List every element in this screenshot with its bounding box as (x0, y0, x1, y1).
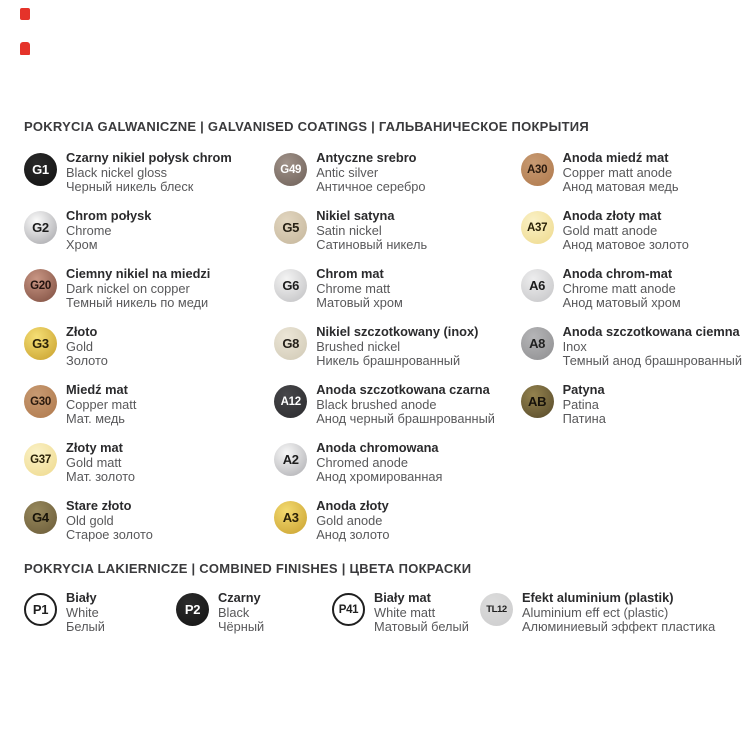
finish-name-en: Patina (562, 396, 599, 412)
finish-name-en: Gold matt anode (562, 222, 658, 238)
finish-names (563, 267, 681, 325)
finish-name-ru: Мат. медь (66, 411, 125, 427)
finish-name-en: Chromed anode (316, 454, 408, 470)
finish-name-ru: Сатиновый никель (316, 237, 428, 253)
finish-names (563, 151, 679, 209)
finish-column (24, 591, 176, 635)
finish-name-ru: Матовый белый (374, 619, 469, 635)
finish-name-en: Gold (66, 338, 94, 354)
finish-swatch: G3 (24, 327, 57, 360)
finish-name-ru: Старое золото (66, 527, 153, 543)
finish-name-pl: Złoty mat (66, 440, 123, 455)
finish-name-pl: Miedź mat (66, 382, 128, 397)
finish-name-en: Old gold (66, 512, 114, 528)
finish-name-ru: Анод матовое золото (562, 237, 689, 253)
finish-name-pl: Biały (66, 590, 97, 605)
finish-name-en: Aluminium eff ect (plastic) (522, 604, 669, 620)
finish-name-ru: Мат. золото (66, 469, 136, 485)
finish-name-ru: Анод матовая медь (562, 179, 679, 195)
finish-swatch: A6 (521, 269, 554, 302)
finish-name-pl: Złoto (66, 324, 98, 339)
finish-name-en: Satin nickel (316, 222, 382, 238)
finish-swatch: A3 (274, 501, 307, 534)
finish-names (66, 383, 136, 441)
finish-name-ru: Матовый хром (316, 295, 403, 311)
finish-name-pl: Anoda chromowana (316, 440, 439, 455)
finish-names (374, 591, 469, 635)
finish-name-ru: Темный никель по меди (66, 295, 209, 311)
finish-item (521, 209, 742, 267)
finish-item (480, 591, 742, 635)
finish-names (563, 325, 742, 383)
red-printer-mark-icon (20, 42, 30, 55)
finish-name-en: Black nickel gloss (66, 164, 167, 180)
finish-item (274, 325, 520, 383)
finish-item (24, 383, 274, 441)
finish-column (24, 151, 274, 557)
finish-swatch: A8 (521, 327, 554, 360)
finish-name-ru: Анод золото (316, 527, 390, 543)
finish-name-en: Chrome matt anode (562, 280, 676, 296)
finish-names (563, 383, 606, 441)
finish-names (316, 499, 389, 557)
finish-item (274, 383, 520, 441)
finish-item (24, 267, 274, 325)
finish-name-pl: Nikiel satyna (316, 208, 395, 223)
finish-names (66, 499, 153, 557)
finish-name-ru: Золото (66, 353, 108, 369)
finish-name-pl: Anoda złoty (316, 498, 389, 513)
finish-item (24, 325, 274, 383)
finish-name-pl: Czarny nikiel połysk chrom (66, 150, 232, 165)
finish-name-pl: Chrom połysk (66, 208, 152, 223)
finish-column (480, 591, 742, 635)
finish-item (521, 325, 742, 383)
finish-name-en: Black brushed anode (316, 396, 437, 412)
finish-swatch: G1 (24, 153, 57, 186)
finish-names (66, 151, 232, 209)
finish-name-en: Brushed nickel (316, 338, 401, 354)
finish-name-pl: Anoda miedź mat (562, 150, 669, 165)
finish-names (316, 441, 442, 499)
finish-item (274, 209, 520, 267)
finish-name-en: Gold matt (66, 454, 122, 470)
finish-item (521, 151, 742, 209)
finish-swatch: G49 (274, 153, 307, 186)
finish-swatch: G20 (24, 269, 57, 302)
finish-swatch: TL12 (480, 593, 513, 626)
finish-name-en: White matt (374, 604, 436, 620)
finish-name-en: Dark nickel on copper (66, 280, 190, 296)
finish-item (332, 591, 480, 635)
finish-names (218, 591, 264, 635)
finish-name-en: Chrome matt (316, 280, 391, 296)
finish-name-pl: Anoda szczotkowana ciemna (562, 324, 740, 339)
finish-item (521, 267, 742, 325)
finish-column (274, 151, 520, 557)
finish-name-en: Copper matt (66, 396, 137, 412)
finish-names (316, 383, 495, 441)
finish-item (176, 591, 332, 635)
finish-column (332, 591, 480, 635)
finish-item (24, 499, 274, 557)
finish-item (24, 151, 274, 209)
finish-names (66, 209, 151, 267)
finish-name-pl: Anoda złoty mat (562, 208, 662, 223)
finish-name-pl: Biały mat (374, 590, 431, 605)
finish-item (521, 383, 742, 441)
finish-name-pl: Anoda chrom-mat (562, 266, 673, 281)
finish-swatch: P1 (24, 593, 57, 626)
finish-names (66, 441, 135, 499)
finish-names (316, 325, 478, 383)
finish-swatch: A30 (521, 153, 554, 186)
finish-name-ru: Черный никель блеск (66, 179, 194, 195)
finish-swatch: P41 (332, 593, 365, 626)
finish-names (66, 267, 210, 325)
finish-swatch: A12 (274, 385, 307, 418)
finish-name-ru: Никель брашнрованный (316, 353, 461, 369)
finish-name-ru: Античное серебро (316, 179, 426, 195)
section-title: POKRYCIA GALWANICZNE | GALVANISED COATINGS | ГАЛЬВАНИЧЕСКОЕ ПОКРЫТИЯ (24, 119, 589, 134)
section-galvanised (24, 119, 742, 557)
finish-name-ru: Анод матовый хром (562, 295, 681, 311)
finish-name-ru: Белый (66, 619, 105, 635)
finish-grid (24, 591, 742, 635)
finish-swatch: A2 (274, 443, 307, 476)
finish-swatch: G37 (24, 443, 57, 476)
finish-swatch: AB (521, 385, 554, 418)
finish-names (563, 209, 689, 267)
finish-swatch: G8 (274, 327, 307, 360)
finish-name-ru: Темный анод брашнрованный (562, 353, 742, 369)
finish-name-ru: Алюминиевый эффект пластика (522, 619, 716, 635)
finish-swatch: G6 (274, 269, 307, 302)
section-lacquered (24, 561, 742, 635)
finish-name-pl: Patyna (562, 382, 605, 397)
finish-item (274, 267, 520, 325)
finish-names (316, 267, 403, 325)
finish-names (66, 591, 105, 635)
finish-name-ru: Хром (66, 237, 98, 253)
finish-swatch: G4 (24, 501, 57, 534)
finish-swatch: G5 (274, 211, 307, 244)
finish-names (316, 209, 427, 267)
finish-swatch: A37 (521, 211, 554, 244)
finish-name-en: Gold anode (316, 512, 383, 528)
finish-column (521, 151, 742, 441)
finish-name-pl: Chrom mat (316, 266, 384, 281)
finish-name-en: Inox (562, 338, 587, 354)
finish-name-en: Copper matt anode (562, 164, 673, 180)
finish-name-pl: Antyczne srebro (316, 150, 417, 165)
section-title: POKRYCIA LAKIERNICZE | COMBINED FINISHES | ЦВЕТА ПОКРАСКИ (24, 561, 472, 576)
finish-name-en: Black (218, 604, 250, 620)
finish-item (24, 591, 176, 635)
finish-name-pl: Czarny (218, 590, 261, 605)
red-printer-mark-icon (20, 8, 30, 20)
finish-names (522, 591, 715, 635)
finish-name-pl: Stare złoto (66, 498, 132, 513)
finish-name-en: Chrome (66, 222, 112, 238)
finish-name-ru: Чёрный (218, 619, 265, 635)
finish-name-pl: Nikiel szczotkowany (inox) (316, 324, 479, 339)
finish-swatch: G2 (24, 211, 57, 244)
finish-column (176, 591, 332, 635)
finish-names (316, 151, 425, 209)
finish-item (24, 209, 274, 267)
finish-name-ru: Анод черный брашнрованный (316, 411, 495, 427)
finish-item (24, 441, 274, 499)
finish-name-pl: Efekt aluminium (plastik) (522, 590, 674, 605)
finish-swatch: P2 (176, 593, 209, 626)
finish-swatch: G30 (24, 385, 57, 418)
finish-item (274, 151, 520, 209)
finish-name-en: Antic silver (316, 164, 379, 180)
finish-name-ru: Патина (562, 411, 606, 427)
finish-grid (24, 151, 742, 557)
finish-sections (24, 119, 742, 635)
finish-name-pl: Anoda szczotkowana czarna (316, 382, 490, 397)
finish-name-ru: Анод хромированная (316, 469, 443, 485)
finish-name-en: White (66, 604, 99, 620)
finish-names (66, 325, 108, 383)
finish-item (274, 441, 520, 499)
finish-name-pl: Ciemny nikiel na miedzi (66, 266, 211, 281)
finish-item (274, 499, 520, 557)
